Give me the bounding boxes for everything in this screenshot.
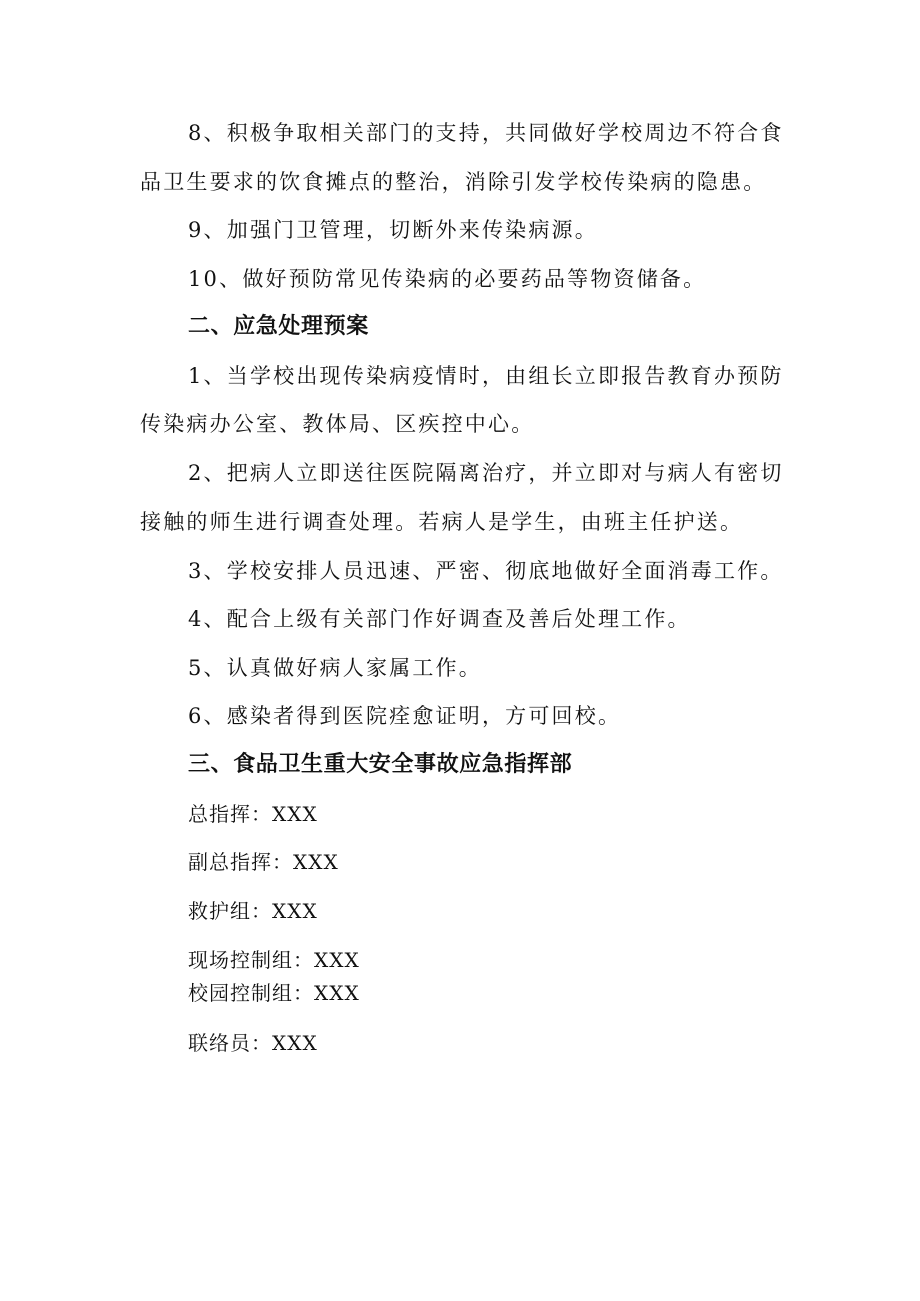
plan-item-3: 3、学校安排人员迅速、严密、彻底地做好全面消毒工作。: [188, 559, 784, 583]
plan-item-2-line-2: 接触的师生进行调查处理。若病人是学生，由班主任护送。: [140, 510, 744, 534]
roster-deputy-commander: 副总指挥：XXX: [188, 850, 339, 874]
item-10: 10、做好预防常见传染病的必要药品等物资储备。: [188, 267, 707, 291]
section-heading-emergency-plan: 二、应急处理预案: [188, 314, 369, 339]
roster-site-control-group: 现场控制组：XXX: [188, 948, 360, 972]
plan-item-6: 6、感染者得到医院痊愈证明，方可回校。: [188, 704, 622, 728]
roster-campus-control-group: 校园控制组：XXX: [188, 981, 360, 1005]
item-8-line-2: 品卫生要求的饮食摊点的整治，消除引发学校传染病的隐患。: [140, 170, 767, 194]
item-8-line-1: 8、积极争取相关部门的支持，共同做好学校周边不符合食: [188, 121, 784, 145]
plan-item-4: 4、配合上级有关部门作好调查及善后处理工作。: [188, 607, 691, 631]
plan-item-2-line-1: 2、把病人立即送往医院隔离治疗，并立即对与病人有密切: [188, 461, 784, 485]
plan-item-1-line-2: 传染病办公室、教体局、区疾控中心。: [140, 412, 535, 436]
plan-item-5: 5、认真做好病人家属工作。: [188, 656, 482, 680]
plan-item-1-line-1: 1、当学校出现传染病疫情时，由组长立即报告教育办预防: [188, 364, 784, 388]
roster-commander: 总指挥：XXX: [188, 802, 318, 826]
section-heading-command-center: 三、食品卫生重大安全事故应急指挥部: [188, 752, 573, 777]
roster-rescue-group: 救护组：XXX: [188, 899, 318, 923]
item-9: 9、加强门卫管理，切断外来传染病源。: [188, 218, 598, 242]
roster-liaison: 联络员：XXX: [188, 1031, 318, 1055]
